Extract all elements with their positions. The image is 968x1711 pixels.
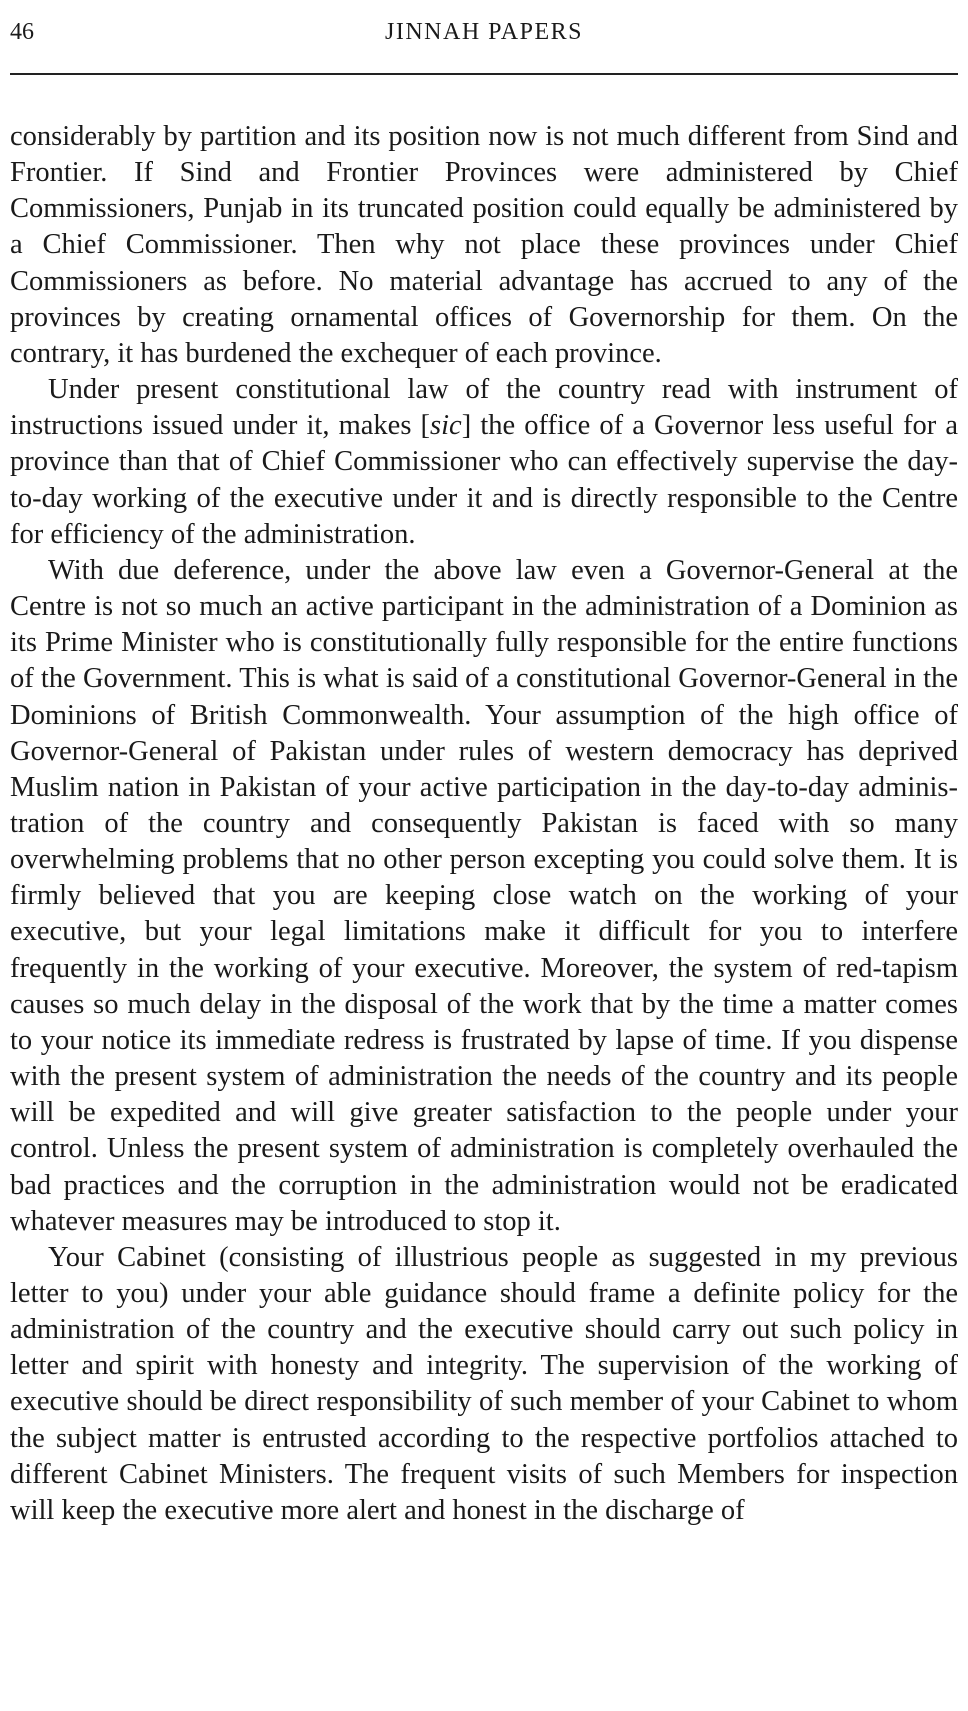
- paragraph-1: considerably by partition and its position now is not much different from Sind and Frontier. If Sind and Frontier Provinces were administered by Chief Commissioners, Punjab in its truncated position could equally be administered by a Chief Commissioner. Then why not place these provinces under Chief Commissioners as before. No material advantage has accrued to any of the provinces by creating ornamental offices of Governorship for them. On the contrary, it has burdened the exchequer of each province.: [10, 121, 958, 369]
- paragraph-2-after: ] the office of a Governor less useful for a province than that of Chief Commissioner who can effectively supervise the day-to-day working of the executive under it and is directly responsible to the Centre for efficiency of the administration.: [10, 410, 958, 550]
- running-title: JINNAH PAPERS: [385, 19, 583, 45]
- sic-annotation: sic: [430, 410, 462, 442]
- page-header: [10, 14, 958, 48]
- paragraph-3: With due deference, under the above law even a Governor-General at the Centre is not so much an active participant in the administration of a Dominion as its Prime Minister who is constitutionally fully responsible for the entire functions of the Government. This is what is said of a constitutional Governor-General in the Dominions of British Commonwealth. Your assumption of the high office of Governor-General of Pakistan under rules of western democracy has deprived Muslim nation in Pakistan of your active participation in the day-to-day administration of the country and consequently Pakistan is faced with so many overwhelming problems that no other person excepting you could solve them. It is firmly believed that you are keeping close watch on the working of your executive, but your legal limitations make it difficult for you to interfere frequently in the working of your executive. Moreover, the system of red-tapism causes so much delay in the disposal of the work that by the time a matter comes to your notice its immediate redress is frustrated by lapse of time. If you dispense with the present system of administration the needs of the country and its people will be expedited and will give greater satisfaction to the people under your control. Unless the present system of administration is completely overhauled the bad practices and the corruption in the administration would not be eradicated whatever measures may be introduced to stop it.: [10, 554, 958, 1237]
- paragraph-2-before: Under present constitutional law of the country read with instrument of instructions issued under it, makes [: [10, 374, 958, 442]
- page-number: 46: [10, 19, 34, 45]
- body-text: [10, 119, 958, 1529]
- paragraph-2: [10, 372, 958, 553]
- header-rule: [10, 73, 958, 75]
- paragraph-4: Your Cabinet (consisting of illustrious people as suggested in my previous letter to you) under your able guidance should frame a definite policy for the administration of the country and the executive should carry out such policy in letter and spirit with honesty and integrity. The supervision of the working of executive should be direct responsibility of such member of your Cabinet to whom the subject matter is entrusted according to the respective portfolios attached to different Cabinet Ministers. The frequent visits of such Members for inspection will keep the executive more alert and honest in the discharge of: [10, 1241, 958, 1526]
